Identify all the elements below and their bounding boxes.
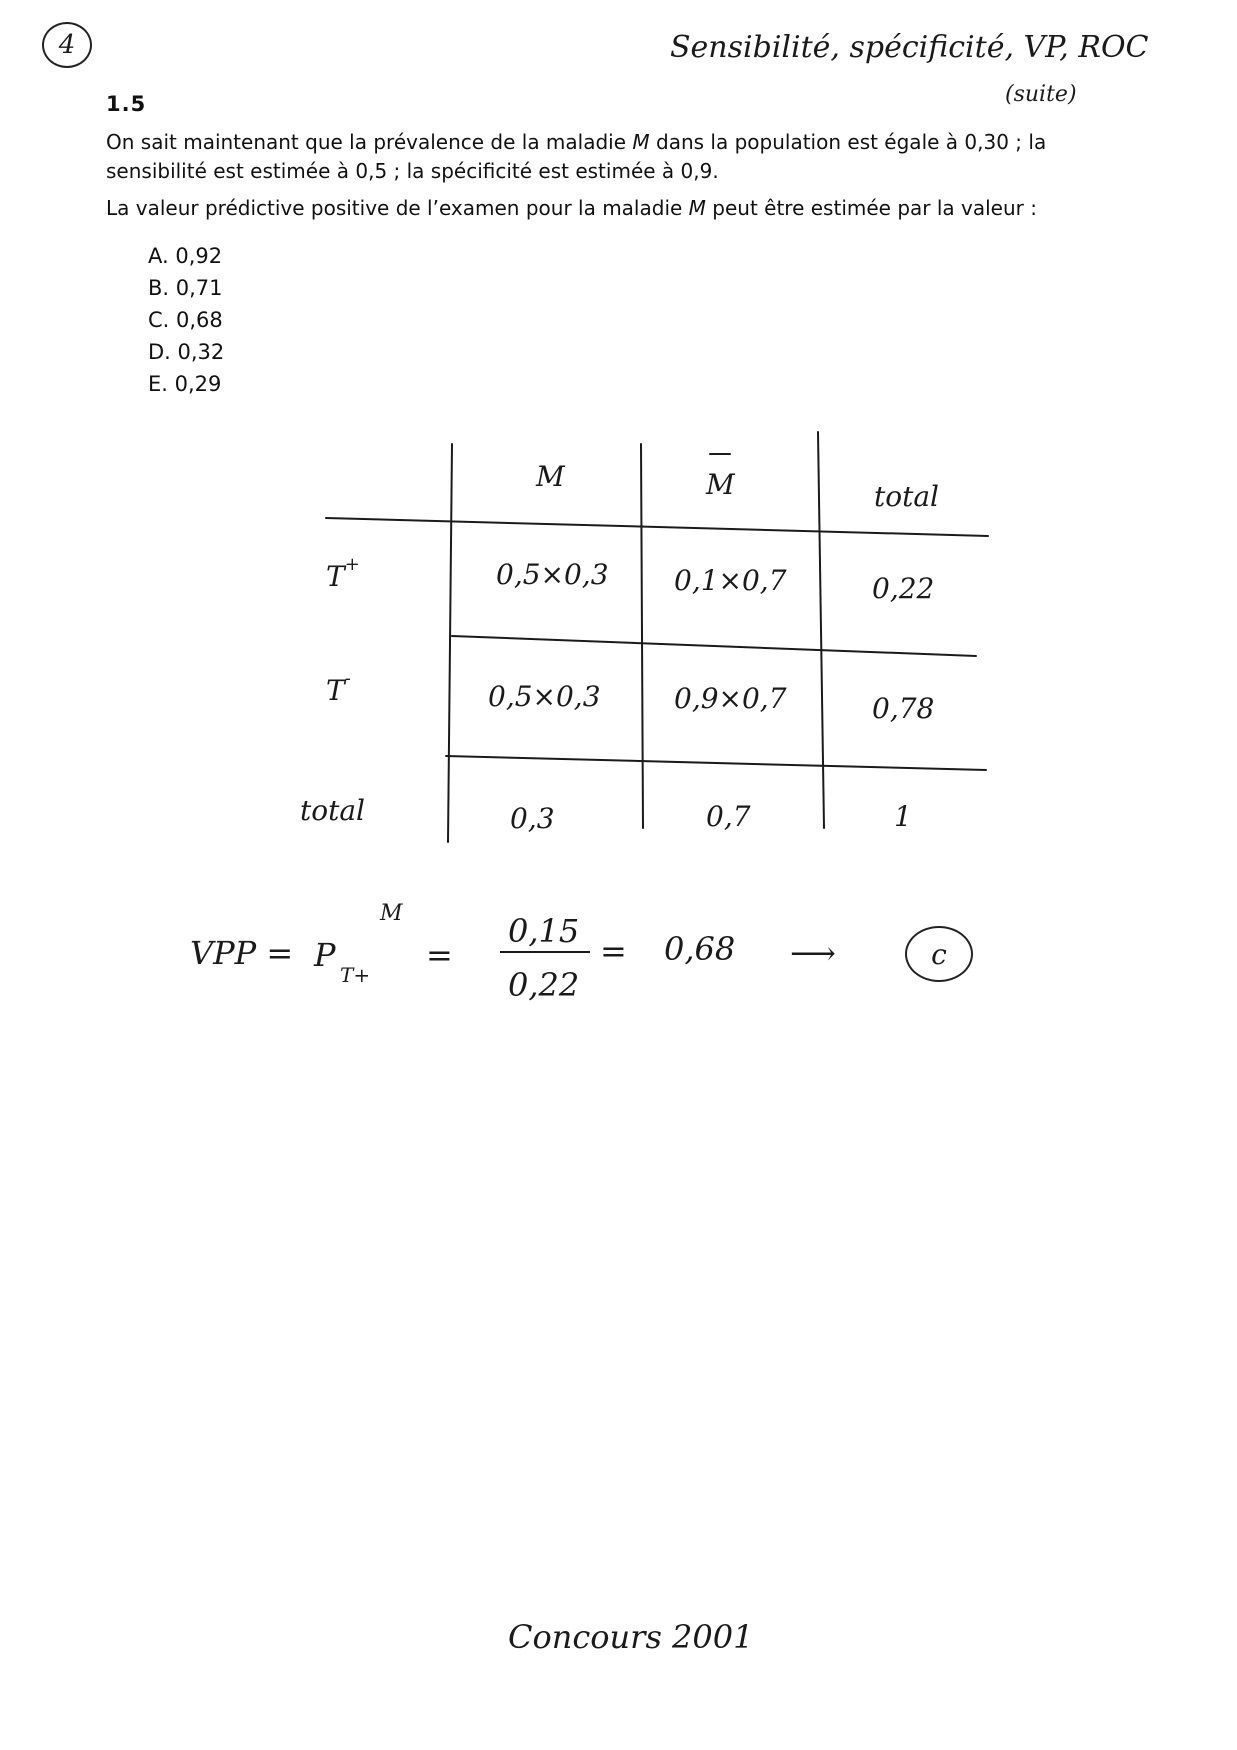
- cell-tplus-mbar: 0,1×0,7: [674, 564, 787, 597]
- answer-letter: c: [931, 937, 947, 971]
- table-vline-1: [448, 444, 452, 842]
- paragraph1-part-a: On sait maintenant que la prévalence de la maladie: [106, 130, 633, 154]
- cell-tminus-mbar: 0,9×0,7: [674, 682, 787, 715]
- header-suite: (suite): [1005, 82, 1077, 107]
- col-header-m: M: [536, 460, 565, 493]
- table-hline-3: [446, 756, 986, 770]
- cell-tplus-m: 0,5×0,3: [496, 558, 609, 591]
- cell-total-m: 0,3: [510, 802, 555, 835]
- formula-numerator: 0,15: [508, 912, 580, 950]
- paragraph2-part-b: peut être estimée par la valeur :: [705, 196, 1037, 220]
- question-number: 1.5: [106, 92, 147, 116]
- cell-total-total: 1: [894, 800, 912, 833]
- answer-circle: [905, 926, 973, 982]
- option-a: A. 0,92: [148, 244, 223, 268]
- formula-prob-sup: M: [380, 901, 403, 926]
- paragraph2-part-a: La valeur prédictive positive de l’examen pour la maladie: [106, 196, 689, 220]
- table-hline-2: [452, 636, 976, 656]
- row-header-tminus: T-: [326, 668, 351, 707]
- table-vline-3: [818, 432, 824, 828]
- row-header-tplus: T+: [326, 554, 360, 593]
- formula-eq1: =: [426, 936, 453, 974]
- formula-eq2: =: [600, 932, 627, 970]
- cell-total-mbar: 0,7: [706, 800, 751, 833]
- table-vline-2: [641, 444, 643, 828]
- cell-tminus-m: 0,5×0,3: [488, 680, 601, 713]
- formula-lhs: VPP =: [190, 934, 294, 972]
- formula-arrow: ⟶: [790, 934, 836, 972]
- page-number: 4: [58, 30, 76, 60]
- option-b: B. 0,71: [148, 276, 223, 300]
- formula-result: 0,68: [664, 930, 736, 968]
- option-c: C. 0,68: [148, 308, 223, 332]
- paragraph2-variable: M: [688, 196, 706, 220]
- table-hline-1: [326, 518, 988, 536]
- footer-concours: Concours 2001: [508, 1618, 754, 1656]
- option-d: D. 0,32: [148, 340, 225, 364]
- cell-tplus-total: 0,22: [872, 572, 935, 605]
- cell-tminus-total: 0,78: [872, 692, 935, 725]
- formula-prob-sub: T+: [340, 963, 371, 987]
- paragraph1-part-b: dans la population est égale à 0,30 ; la sensibilité est estimée à 0,5 ; la spécificité est estimée à 0,9.: [106, 130, 1047, 183]
- col-header-m-bar: M: [706, 468, 735, 501]
- header-topic: Sensibilité, spécificité, VP, ROC: [670, 30, 1149, 65]
- row-header-total: total: [300, 794, 366, 827]
- option-e: E. 0,29: [148, 372, 222, 396]
- formula-prob: P: [314, 936, 336, 974]
- col-header-total: total: [874, 480, 940, 513]
- paragraph1-variable: M: [632, 130, 650, 154]
- formula-denominator: 0,22: [508, 966, 580, 1004]
